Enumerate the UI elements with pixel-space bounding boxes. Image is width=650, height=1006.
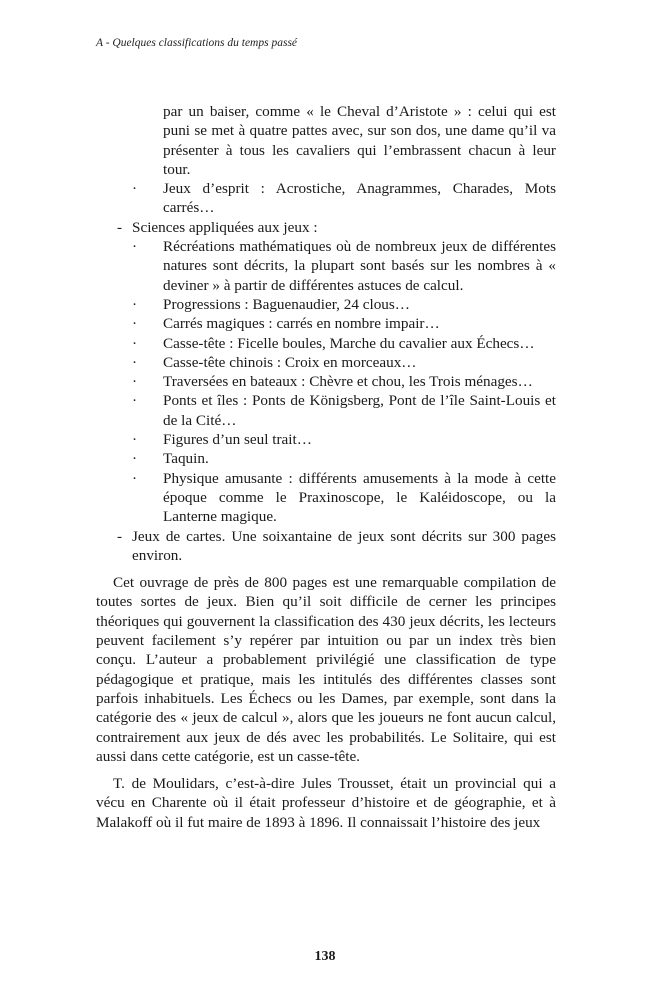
list-item-text: Jeux d’esprit : Acrostiche, Anagrammes, Charades, Mots carrés…	[163, 180, 556, 217]
list-item	[96, 334, 556, 353]
bullet-marker: ·	[132, 238, 138, 256]
body-paragraph-1: Cet ouvrage de près de 800 pages est une remarquable compilation de toutes sortes de jeux. Bien qu’il soit difficile de cerner les principes théoriques qui gouvernent la classification des 430 jeux décrits, les lecteurs peuvent facilement s’y repérer par intuition ou par un index très bien conçu. L’auteur a probablement privilégié une classification de type pédagogique et pratique, mais les intitulés des différentes classes sont parfois inhabituels. Les Échecs ou les Dames, par exemple, sont dans la catégorie des « jeux de calcul », alors que les joueurs ne font aucun calcul, contrairement aux jeux de dés avec les probabilités. Le Solitaire, qui est aussi dans cette catégorie, est un casse-tête.	[96, 574, 556, 765]
list-item-text: Ponts et îles : Ponts de Königsberg, Pont de l’île Saint-Louis et de la Cité…	[163, 392, 556, 429]
list-item-text: Figures d’un seul trait…	[163, 431, 312, 449]
sciences-list	[96, 237, 556, 526]
list-item-text: Physique amusante : différents amusements à la mode à cette époque comme le Praxinoscope, le Kaléidoscope, ou la Lanterne magique.	[163, 469, 556, 526]
bullet-marker: ·	[132, 315, 138, 333]
list-item-text: Traversées en bateaux : Chèvre et chou, les Trois ménages…	[163, 373, 533, 391]
list-item	[96, 295, 556, 314]
list-item	[96, 391, 556, 430]
list-item	[96, 430, 556, 449]
bullet-marker: ·	[132, 450, 138, 468]
list-item-text: Récréations mathématiques où de nombreux jeux de différentes natures sont décrits, la plupart sont basés sur les nombres à « deviner » à partir de différentes astuces de calcul.	[163, 238, 556, 294]
section-cartes	[96, 527, 556, 566]
list-item	[96, 314, 556, 333]
list-item-text: Progressions : Baguenaudier, 24 clous…	[163, 295, 410, 313]
list-item-text: Carrés magiques : carrés en nombre impair…	[163, 315, 440, 333]
body-paragraph-2: T. de Moulidars, c’est-à-dire Jules Trousset, était un provincial qui a vécu en Charente où il était professeur d’histoire et de géographie, et à Malakoff où il fut maire de 1893 à 1896. Il connaissait l’histoire des jeux	[96, 775, 556, 831]
list-item	[96, 449, 556, 468]
list-item-text: Taquin.	[163, 450, 209, 468]
list-item-text: Casse-tête : Ficelle boules, Marche du cavalier aux Échecs…	[163, 334, 535, 352]
game-list-continued	[96, 102, 556, 218]
page-body	[96, 102, 556, 832]
list-item	[96, 353, 556, 372]
section-sciences	[96, 218, 556, 237]
list-item	[96, 469, 556, 527]
bullet-marker: ·	[132, 334, 138, 352]
dash-marker: -	[117, 218, 123, 236]
list-item	[96, 102, 556, 179]
list-item-text: Casse-tête chinois : Croix en morceaux…	[163, 353, 417, 371]
list-item-text: par un baiser, comme « le Cheval d’Aristote » : celui qui est puni se met à quatre pattes avec, sur son dos, une dame qu’il va présenter à tous les cavaliers qui l’embrassent chacun à leur tour.	[163, 103, 556, 178]
page-number: 138	[314, 949, 336, 964]
list-item	[96, 237, 556, 295]
bullet-marker: ·	[132, 431, 138, 449]
bullet-marker: ·	[132, 469, 138, 487]
bullet-marker: ·	[132, 180, 138, 198]
bullet-marker: ·	[132, 295, 138, 313]
list-item	[96, 372, 556, 391]
list-item	[96, 179, 556, 218]
bullet-marker: ·	[132, 392, 138, 410]
dash-marker: -	[117, 527, 123, 545]
running-head: A - Quelques classifications du temps passé	[96, 37, 298, 49]
section-sciences-label: Sciences appliquées aux jeux :	[132, 218, 318, 236]
section-cartes-text: Jeux de cartes. Une soixantaine de jeux sont décrits sur 300 pages environ.	[132, 527, 556, 564]
bullet-marker: ·	[132, 353, 138, 371]
bullet-marker: ·	[132, 373, 138, 391]
